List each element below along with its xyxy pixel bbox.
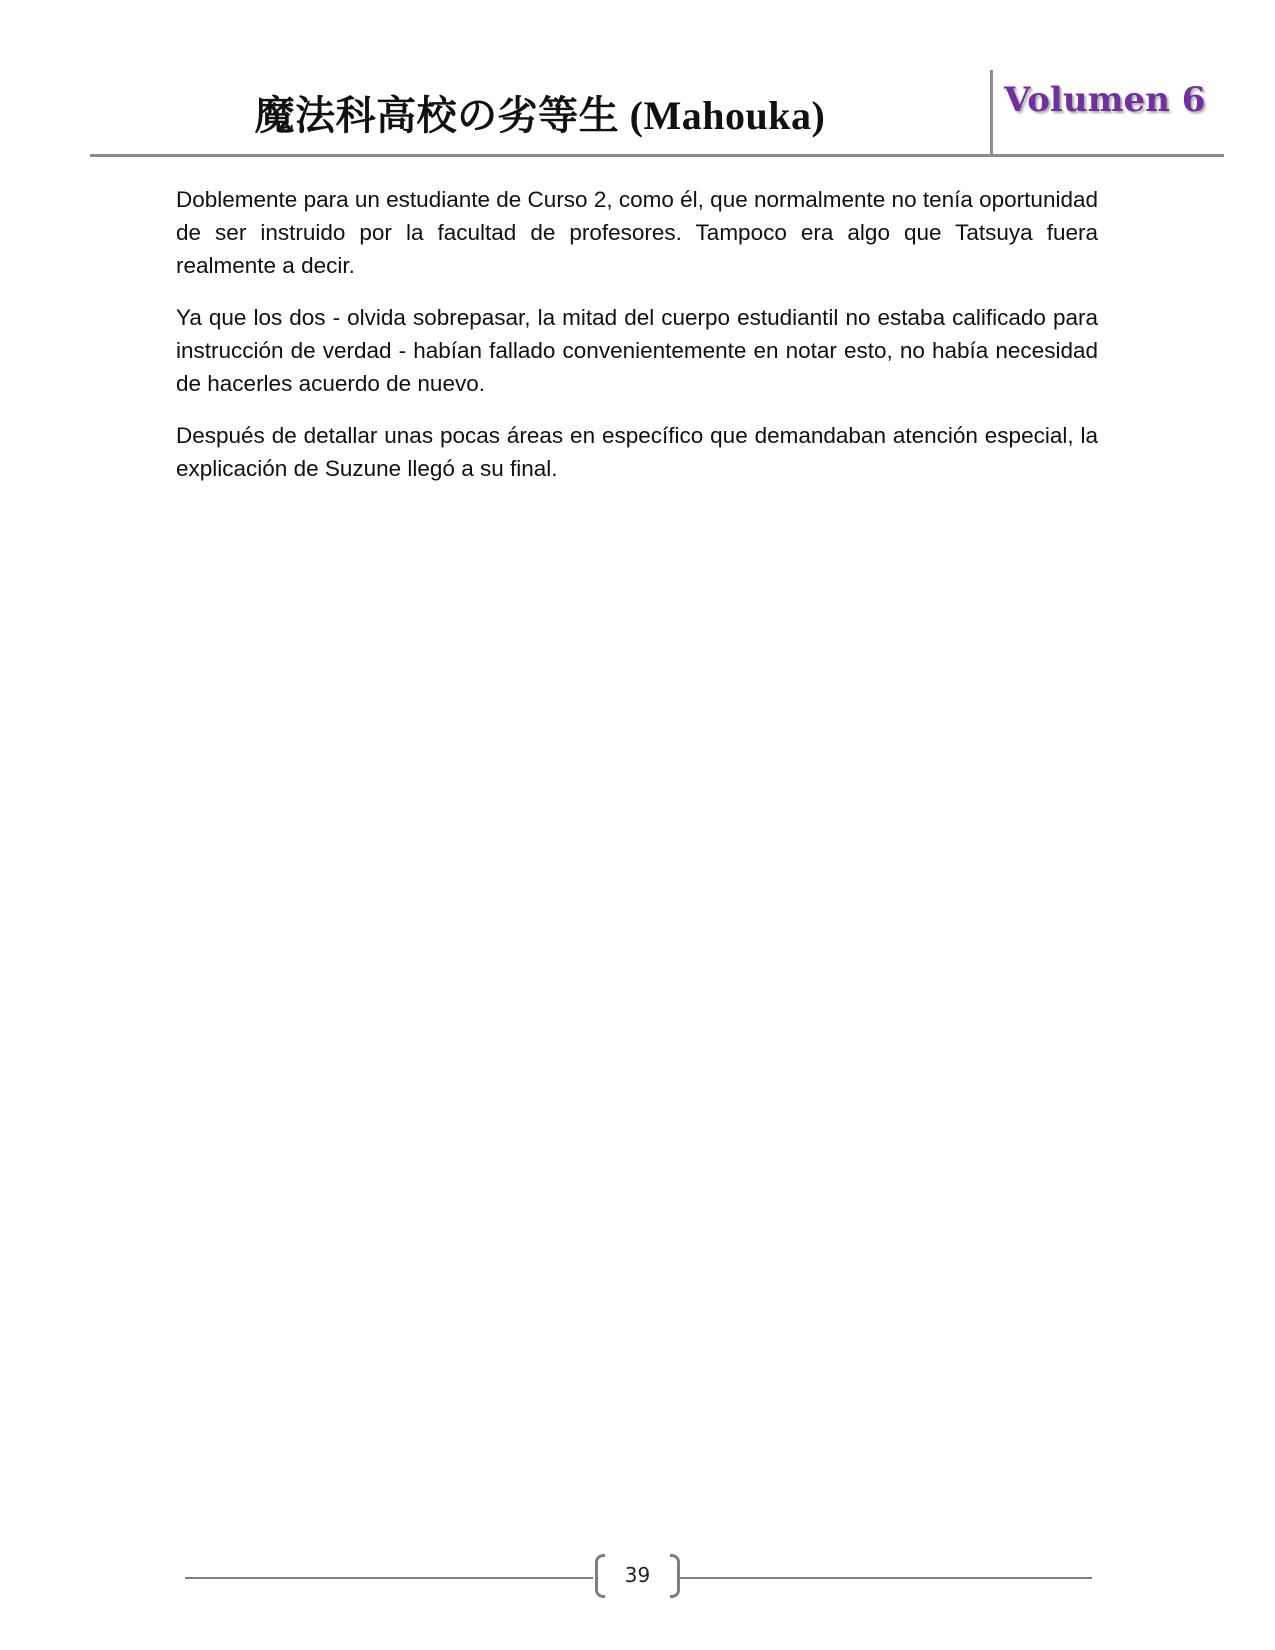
paragraph: Después de detallar unas pocas áreas en específico que demandaban atención especial, la explicación de Suzune llegó a su final. xyxy=(176,423,1098,481)
paragraph: Doblemente para un estudiante de Curso 2, como él, que normalmente no tenía oportunidad de ser instruido por la facultad de profesores. Tampoco era algo que Tatsuya fuera realmente a decir. xyxy=(176,187,1098,278)
book-title: 魔法科高校の劣等生 (Mahouka) xyxy=(254,93,826,138)
header-vertical-divider xyxy=(990,70,993,156)
footer-rule-left xyxy=(185,1577,593,1579)
page-number: 39 xyxy=(624,1563,651,1587)
page-body xyxy=(176,183,1098,504)
volume-label: Volumen 6 xyxy=(1004,80,1206,120)
right-bracket-icon xyxy=(670,1554,680,1598)
page-footer xyxy=(185,1554,1092,1602)
left-bracket-icon xyxy=(595,1554,605,1598)
paragraph: Ya que los dos - olvida sobrepasar, la mitad del cuerpo estudiantil no estaba calificado para instrucción de verdad - habían fallado convenientemente en notar esto, no había necesidad de hacerles acuerdo de nuevo. xyxy=(176,305,1098,396)
footer-rule-right xyxy=(680,1577,1092,1579)
page-header xyxy=(90,70,1224,160)
header-rule xyxy=(90,154,1224,157)
